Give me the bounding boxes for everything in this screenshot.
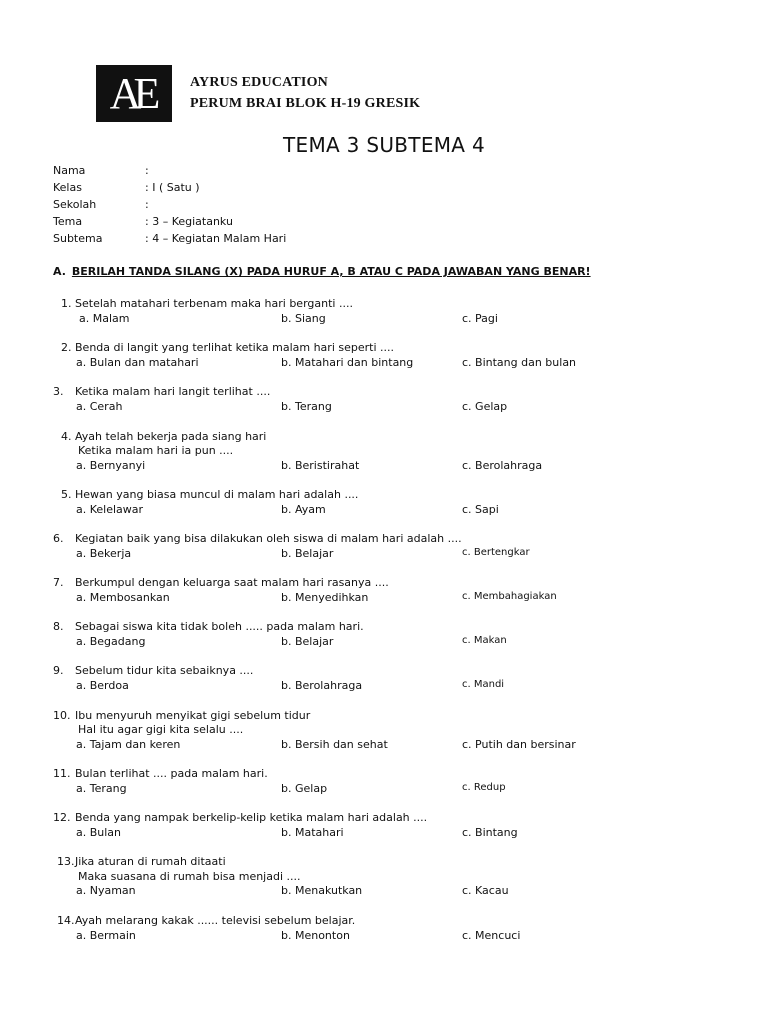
info-label: Sekolah — [53, 198, 97, 211]
option-b[interactable]: b. Siang — [281, 312, 326, 325]
option-c[interactable]: c. Redup — [462, 782, 506, 793]
option-b[interactable]: b. Menyedihkan — [281, 591, 369, 604]
option-b[interactable]: b. Belajar — [281, 635, 334, 648]
option-c[interactable]: c. Putih dan bersinar — [462, 738, 576, 751]
question-number: 3. — [53, 385, 64, 398]
option-a[interactable]: a. Berdoa — [76, 679, 129, 692]
question-number: 14. — [57, 914, 75, 927]
question-number: 12. — [53, 811, 71, 824]
question-number: 9. — [53, 664, 64, 677]
option-a[interactable]: a. Membosankan — [76, 591, 170, 604]
org-name: AYRUS EDUCATION — [190, 75, 328, 90]
logo-text: AE — [109, 68, 153, 118]
option-b[interactable]: b. Terang — [281, 400, 332, 413]
option-c[interactable]: c. Bintang — [462, 826, 518, 839]
question-text: Ayah telah bekerja pada siang hari — [75, 430, 267, 443]
question-text: Kegiatan baik yang bisa dilakukan oleh siswa di malam hari adalah .... — [75, 532, 462, 545]
question-text: Ayah melarang kakak ...... televisi sebelum belajar. — [75, 914, 356, 927]
option-a[interactable]: a. Malam — [79, 312, 130, 325]
option-a[interactable]: a. Kelelawar — [76, 503, 144, 516]
info-label: Nama — [53, 164, 86, 177]
question-text: Sebagai siswa kita tidak boleh ..... pada malam hari. — [75, 620, 364, 633]
logo — [96, 65, 172, 122]
info-value: : — [145, 164, 149, 177]
option-b[interactable]: b. Matahari dan bintang — [281, 356, 414, 369]
question-number: 11. — [53, 767, 71, 780]
question-number: 5. — [61, 488, 72, 501]
question-text: Ketika malam hari langit terlihat .... — [75, 385, 271, 398]
option-c[interactable]: c. Sapi — [462, 503, 499, 516]
instruction-text: BERILAH TANDA SILANG (X) PADA HURUF A, B ATAU C PADA JAWABAN YANG BENAR! — [71, 265, 591, 278]
option-b[interactable]: b. Ayam — [281, 503, 326, 516]
question-text-line2: Maka suasana di rumah bisa menjadi .... — [78, 870, 301, 883]
option-b[interactable]: b. Belajar — [281, 547, 334, 560]
question-text: Ibu menyuruh menyikat gigi sebelum tidur — [75, 709, 311, 722]
org-address: PERUM BRAI BLOK H-19 GRESIK — [190, 96, 421, 111]
option-c[interactable]: c. Membahagiakan — [462, 591, 557, 602]
option-a[interactable]: a. Nyaman — [76, 884, 136, 897]
question-text-line2: Ketika malam hari ia pun .... — [78, 444, 234, 457]
question-text: Sebelum tidur kita sebaiknya .... — [75, 664, 254, 677]
instruction-marker: A. — [53, 265, 66, 278]
info-value: : 4 – Kegiatan Malam Hari — [145, 232, 287, 245]
info-label: Tema — [53, 215, 83, 228]
option-a[interactable]: a. Bernyanyi — [76, 459, 146, 472]
question-number: 10. — [53, 709, 71, 722]
option-c[interactable]: c. Bintang dan bulan — [462, 356, 577, 369]
option-b[interactable]: b. Matahari — [281, 826, 344, 839]
question-text: Setelah matahari terbenam maka hari berganti .... — [75, 297, 353, 310]
question-text: Benda di langit yang terlihat ketika malam hari seperti .... — [75, 341, 394, 354]
question-number: 6. — [53, 532, 64, 545]
info-value: : I ( Satu ) — [145, 181, 200, 194]
option-a[interactable]: a. Terang — [76, 782, 127, 795]
question-text: Jika aturan di rumah ditaati — [75, 855, 226, 868]
page-title: TEMA 3 SUBTEMA 4 — [283, 133, 485, 157]
option-c[interactable]: c. Mandi — [462, 679, 505, 690]
option-a[interactable]: a. Bermain — [76, 929, 136, 942]
question-number: 1. — [61, 297, 72, 310]
option-a[interactable]: a. Bulan — [76, 826, 122, 839]
option-a[interactable]: a. Bulan dan matahari — [76, 356, 199, 369]
question-number: 2. — [61, 341, 72, 354]
instruction — [53, 265, 591, 278]
option-b[interactable]: b. Menakutkan — [281, 884, 363, 897]
question-number: 13. — [57, 855, 75, 868]
option-b[interactable]: b. Beristirahat — [281, 459, 360, 472]
option-c[interactable]: c. Bertengkar — [462, 547, 530, 558]
question-number: 4. — [61, 430, 72, 443]
option-a[interactable]: a. Cerah — [76, 400, 123, 413]
option-c[interactable]: c. Gelap — [462, 400, 508, 413]
option-b[interactable]: b. Bersih dan sehat — [281, 738, 388, 751]
option-a[interactable]: a. Tajam dan keren — [76, 738, 181, 751]
question-text: Hewan yang biasa muncul di malam hari adalah .... — [75, 488, 359, 501]
info-label: Kelas — [53, 181, 82, 194]
option-a[interactable]: a. Begadang — [76, 635, 146, 648]
option-c[interactable]: c. Berolahraga — [462, 459, 543, 472]
question-number: 7. — [53, 576, 64, 589]
question-text: Berkumpul dengan keluarga saat malam hari rasanya .... — [75, 576, 389, 589]
question-number: 8. — [53, 620, 64, 633]
question-text-line2: Hal itu agar gigi kita selalu .... — [78, 723, 244, 736]
info-value: : 3 – Kegiatanku — [145, 215, 233, 228]
option-c[interactable]: c. Kacau — [462, 884, 509, 897]
option-b[interactable]: b. Berolahraga — [281, 679, 363, 692]
option-b[interactable]: b. Menonton — [281, 929, 350, 942]
question-text: Bulan terlihat .... pada malam hari. — [75, 767, 268, 780]
info-label: Subtema — [53, 232, 103, 245]
option-c[interactable]: c. Pagi — [462, 312, 498, 325]
option-c[interactable]: c. Makan — [462, 635, 507, 646]
question-text: Benda yang nampak berkelip-kelip ketika malam hari adalah .... — [75, 811, 428, 824]
option-c[interactable]: c. Mencuci — [462, 929, 521, 942]
option-b[interactable]: b. Gelap — [281, 782, 328, 795]
info-value: : — [145, 198, 149, 211]
option-a[interactable]: a. Bekerja — [76, 547, 132, 560]
